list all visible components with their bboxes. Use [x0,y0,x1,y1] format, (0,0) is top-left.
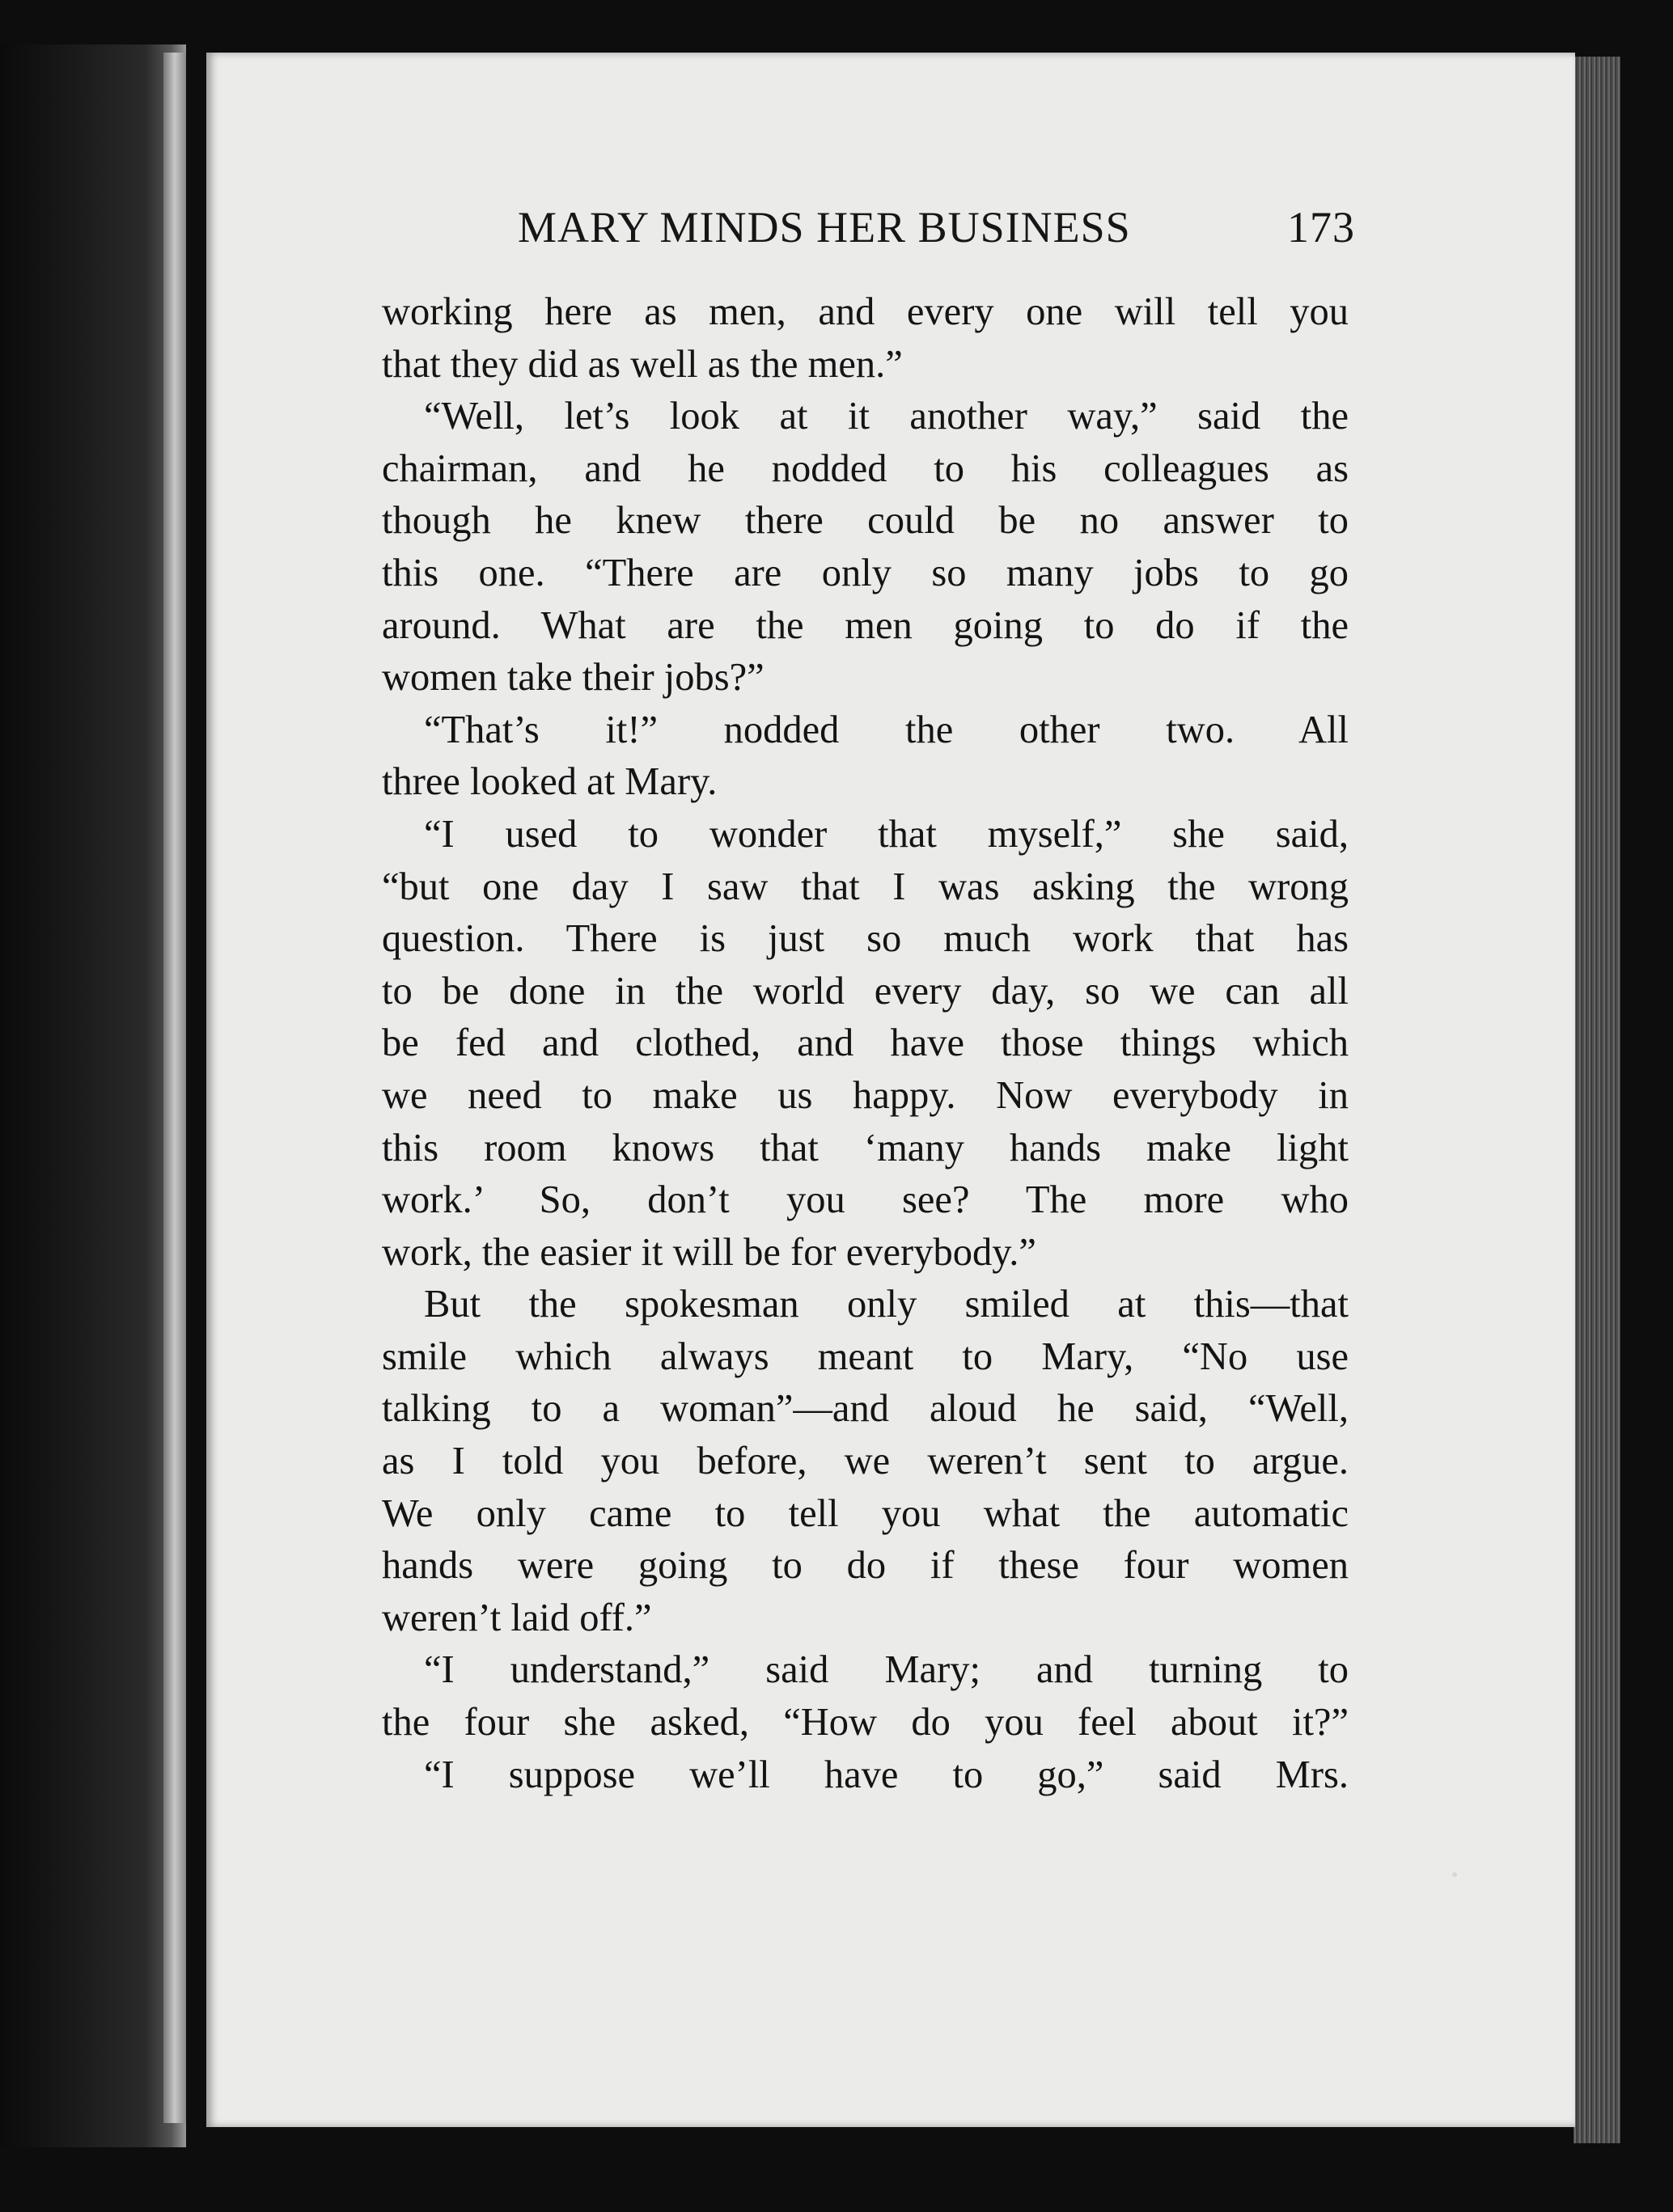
text-line: we need to make us happy. Now everybody in [382,1073,1349,1117]
text-line: around. What are the men going to do if the [382,603,1349,647]
text-line: weren’t laid off.” [382,1596,652,1639]
text-line: to be done in the world every day, so we can all [382,969,1349,1013]
text-line: women take their jobs?” [382,656,764,700]
text-line: “That’s it!” nodded the other two. All [424,708,1349,751]
running-header [518,202,1355,252]
text-line: work.’ So, don’t you see? The more who [382,1178,1349,1222]
text-line: smile which always meant to Mary, “No use [382,1334,1349,1378]
text-line: working here as men, and every one will tell you [382,290,1349,333]
text-line: work, the easier it will be for everybody.” [382,1230,1036,1274]
text-line: But the spokesman only smiled at this—that [424,1283,1349,1326]
text-line: chairman, and he nodded to his colleagues as [382,446,1349,490]
print-speck [1452,1872,1457,1877]
text-line: hands were going to do if these four women [382,1544,1349,1588]
page-stack-edge [1573,57,1620,2143]
text-line: as I told you before, we weren’t sent to argue. [382,1440,1349,1483]
running-title: MARY MINDS HER BUSINESS [518,203,1131,252]
text-line: this one. “There are only so many jobs to go [382,551,1349,594]
text-line: the four she asked, “How do you feel about it?” [382,1701,1349,1745]
body-text [382,286,1349,1801]
page-number: 173 [1287,203,1355,252]
text-line: though he knew there could be no answer to [382,499,1349,543]
text-line: be fed and clothed, and have those things which [382,1021,1349,1065]
text-line: “I suppose we’ll have to go,” said Mrs. [424,1753,1349,1796]
text-line: “Well, let’s look at it another way,” said the [424,395,1349,438]
text-line: “I used to wonder that myself,” she said, [424,812,1349,856]
page-gutter [163,53,186,2123]
text-line: “but one day I saw that I was asking the wrong [382,865,1349,908]
text-line: talking to a woman”—and aloud he said, “Well, [382,1387,1349,1431]
text-line: We only came to tell you what the automatic [382,1491,1349,1535]
text-line: “I understand,” said Mary; and turning to [424,1648,1349,1692]
text-line: three looked at Mary. [382,760,718,804]
book-left-edge [0,44,186,2147]
text-line: question. There is just so much work that has [382,917,1349,961]
text-line: that they did as well as the men.” [382,342,903,386]
text-line: this room knows that ‘many hands make light [382,1126,1349,1169]
